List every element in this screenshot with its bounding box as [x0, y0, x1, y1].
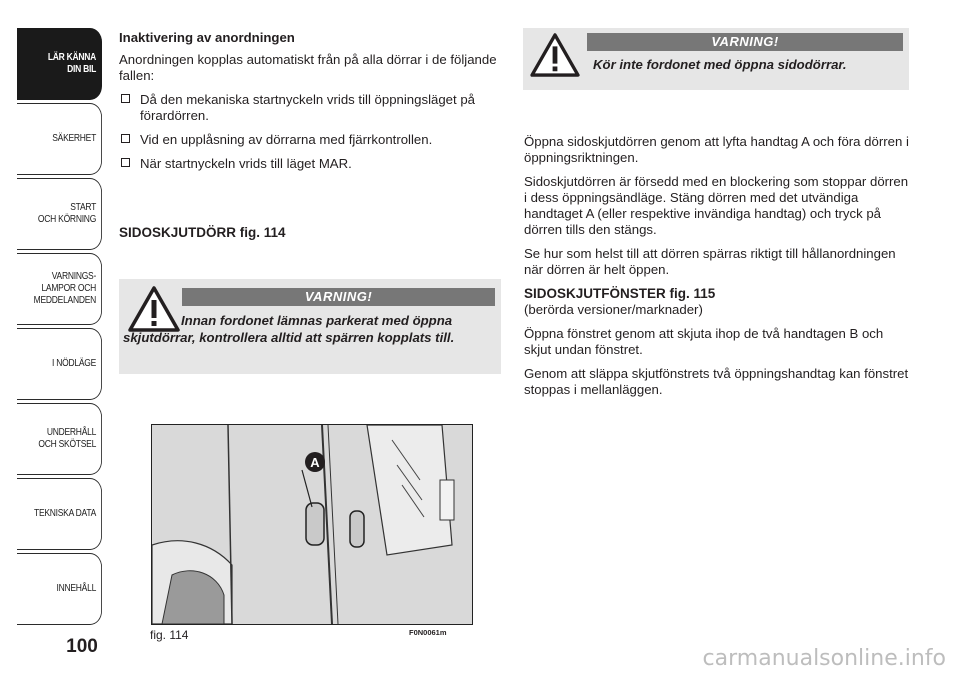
warning-box-right	[523, 28, 909, 90]
bullet-list	[119, 92, 499, 172]
checkbox-bullet-icon	[121, 134, 130, 143]
tab-varningslampor[interactable]: VARNINGS- LAMPOR OCH MEDDELANDEN	[17, 253, 102, 325]
page-number: 100	[66, 636, 98, 657]
warning-triangle-icon	[530, 33, 580, 77]
section-subtitle: (berörda versioner/marknader)	[524, 302, 703, 317]
right-column	[524, 134, 914, 406]
paragraph: Genom att släppa skjutfönstrets två öppningshandtag kan fönstret stoppas i mellanläggen.	[524, 366, 909, 397]
warning-title-bar: VARNING!	[182, 288, 495, 306]
sliding-door-illustration	[152, 425, 472, 624]
warning-title-bar: VARNING!	[587, 33, 903, 51]
subheading: Inaktivering av anordningen	[119, 30, 295, 45]
tab-underhall[interactable]: UNDERHÅLL OCH SKÖTSEL	[17, 403, 102, 475]
figure-sliding-door	[151, 424, 473, 625]
paragraph: Öppna fönstret genom att skjuta ihop de två handtagen B och skjut undan fönstret.	[524, 326, 884, 357]
tab-innehall[interactable]: INNEHÅLL	[17, 553, 102, 625]
section-title-sidoskjutdorr: SIDOSKJUTDÖRR fig. 114	[119, 225, 286, 240]
watermark: carmanualsonline.info	[702, 646, 946, 671]
checkbox-bullet-icon	[121, 158, 130, 167]
tab-tekniska-data[interactable]: TEKNISKA DATA	[17, 478, 102, 550]
intro-paragraph: Anordningen kopplas automatiskt från på alla dörrar i de följande fallen:	[119, 52, 497, 83]
marker-a: A	[310, 455, 320, 470]
checkbox-bullet-icon	[121, 94, 130, 103]
list-item: Då den mekaniska startnyckeln vrids till öppningsläget på förardörren.	[119, 92, 499, 124]
tab-start-och-korning[interactable]: START OCH KÖRNING	[17, 178, 102, 250]
paragraph: Se hur som helst till att dörren spärras riktigt till hållanordningen när dörren är helt öppen.	[524, 246, 896, 277]
figure-caption: fig. 114	[150, 628, 189, 642]
warning-text: Innan fordonet lämnas parkerat med öppna skjutdörrar, kontrollera alltid att spärren kopplats till.	[123, 313, 455, 345]
list-item: Vid en upplåsning av dörrarna med fjärrkontrollen.	[119, 132, 499, 148]
section-title-sidoskjutfonster: SIDOSKJUTFÖNSTER fig. 115	[524, 286, 716, 301]
tab-lar-kanna-din-bil[interactable]: LÄR KÄNNA DIN BIL	[17, 28, 102, 100]
left-column	[119, 30, 499, 180]
paragraph: Sidoskjutdörren är försedd med en blockering som stoppar dörren i dess öppningsändläge. Stäng dörren med det utvändiga handtaget A (eller respektive invändiga handtag) och tryck på dörren tills den stängs.	[524, 174, 909, 237]
paragraph: Öppna sidoskjutdörren genom att lyfta handtag A och föra dörren i öppningsriktningen.	[524, 134, 909, 165]
warning-box-left	[119, 279, 501, 374]
warning-text: Kör inte fordonet med öppna sidodörrar.	[593, 57, 847, 72]
figure-code: F0N0061m	[409, 628, 447, 637]
tab-i-nodlage[interactable]: I NÖDLÄGE	[17, 328, 102, 400]
list-item: När startnyckeln vrids till läget MAR.	[119, 156, 499, 172]
tab-sakerhet[interactable]: SÄKERHET	[17, 103, 102, 175]
